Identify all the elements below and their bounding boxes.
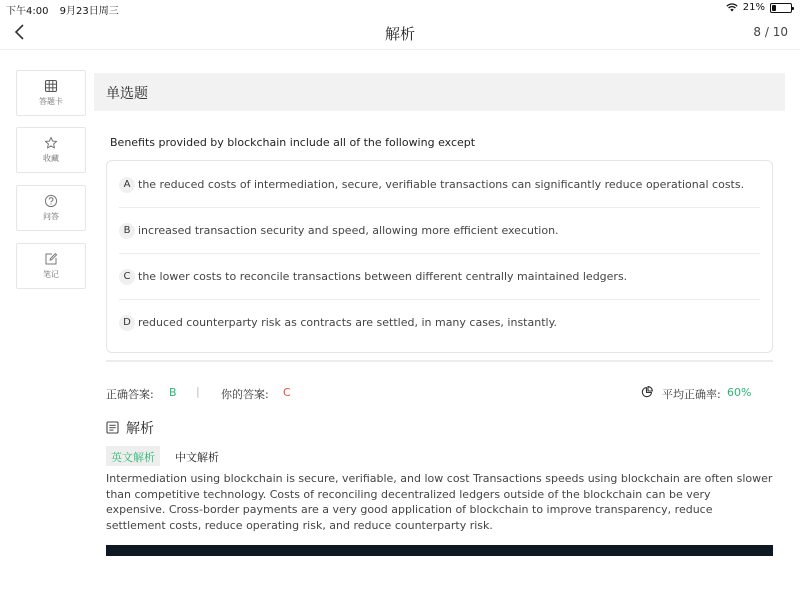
star-icon [44, 136, 58, 150]
average-accuracy-label: 平均正确率: [662, 388, 721, 401]
explanation-text: Intermediation using blockchain is secure, verifiable, and low cost Transactions speeds using blockchain are often slower than competitive technology. Costs of reconciling decentralized ledgers outside of the blockchain can be very expensive. Cross-border payments are a very good application of blockchain to improve transparency, reduce settlement costs, reduce operating risk, and reduce counterparty risk. [106, 472, 773, 532]
option-text: the reduced costs of intermediation, secure, verifiable transactions can significantly reduce operational costs. [138, 178, 745, 191]
tab-english-explanation[interactable]: 英文解析 [106, 446, 160, 466]
nav-bar [0, 16, 800, 50]
option-text: the lower costs to reconcile transactions between different centrally maintained ledgers. [138, 270, 628, 283]
sidebar-item-label: 笔记 [43, 270, 59, 279]
your-answer-value: C [283, 386, 291, 399]
document-icon [106, 421, 119, 434]
question-text: Benefits provided by blockchain include all of the following except [110, 136, 476, 149]
option-d[interactable] [119, 299, 760, 345]
section-divider [106, 360, 773, 362]
page-title: 解析 [384, 25, 415, 43]
option-text: reduced counterparty risk as contracts are settled, in many cases, instantly. [138, 316, 558, 329]
answer-summary [106, 385, 773, 401]
question-type-label: 单选题 [106, 86, 148, 102]
option-letter: A [119, 177, 135, 193]
option-text: increased transaction security and speed, allowing more efficient execution. [138, 224, 559, 237]
sidebar-item-label: 答题卡 [39, 97, 63, 106]
wifi-icon [726, 3, 738, 12]
pie-chart-icon [641, 386, 653, 398]
option-c[interactable] [119, 253, 760, 299]
battery-icon [770, 3, 792, 13]
favorite-button[interactable] [16, 127, 86, 173]
correct-answer-label: 正确答案: [106, 388, 154, 401]
question-progress: 8 / 10 [753, 25, 788, 39]
note-button[interactable] [16, 243, 86, 289]
battery-percent: 21% [742, 2, 765, 13]
edit-note-icon [44, 252, 58, 266]
status-left [6, 2, 127, 17]
question-icon [44, 194, 58, 208]
sidebar-item-label: 问答 [43, 212, 59, 221]
average-accuracy-value: 60% [727, 386, 752, 399]
status-time: 下午4:00 [6, 6, 49, 17]
bottom-dark-bar [106, 545, 773, 556]
answer-card-icon [44, 79, 58, 93]
option-b[interactable] [119, 207, 760, 253]
status-right [726, 2, 792, 13]
explanation-title: 解析 [126, 421, 154, 437]
correct-answer-value: B [169, 386, 177, 399]
option-letter: D [119, 315, 135, 331]
tab-chinese-explanation[interactable]: 中文解析 [175, 451, 219, 464]
option-letter: C [119, 269, 135, 285]
answer-card-button[interactable] [16, 70, 86, 116]
status-date: 9月23日周三 [59, 6, 119, 17]
battery-level [772, 5, 776, 11]
option-a[interactable] [119, 161, 760, 207]
sidebar-item-label: 收藏 [43, 154, 59, 163]
your-answer-label: 你的答案: [221, 388, 269, 401]
options-list [106, 160, 773, 353]
qa-button[interactable] [16, 185, 86, 231]
answer-separator: | [196, 385, 200, 398]
question-type-header [94, 73, 785, 111]
option-letter: B [119, 223, 135, 239]
status-bar [0, 0, 800, 16]
